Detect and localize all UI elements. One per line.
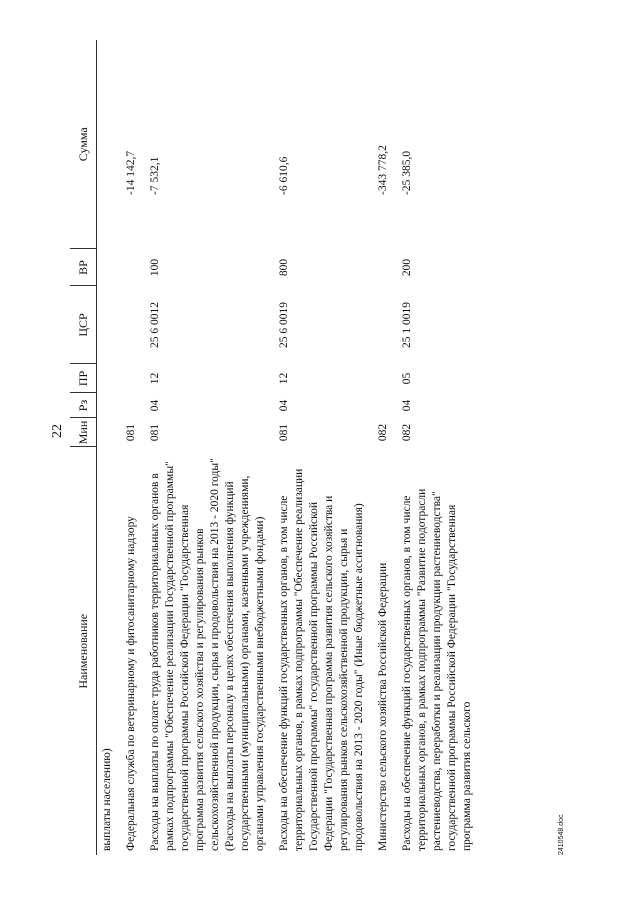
row-csr: 25 1 0019: [401, 302, 413, 348]
row-sum: [97, 40, 122, 249]
row-min: 082: [377, 423, 389, 442]
row-sum: -6 610,6: [278, 156, 290, 195]
row-pr: [97, 364, 122, 393]
row-rz: 04: [149, 399, 161, 412]
row-rz: [373, 393, 397, 418]
table-row: [373, 40, 397, 855]
row-csr: [373, 286, 397, 364]
row-csr: [121, 286, 145, 364]
header-min: Мин: [70, 418, 97, 447]
row-min: 081: [278, 423, 290, 442]
row-vr: 200: [401, 258, 413, 277]
row-pr: 05: [401, 372, 413, 385]
header-sum: Сумма: [70, 40, 97, 249]
row-sum: -343 778,2: [377, 145, 389, 195]
row-min: 081: [149, 423, 161, 442]
row-name: Расходы на обеспечение функций государственных органов, в том числе территориальных органов, в рамках подпрограммы "Обеспечение реализации Государственной программы" государственной программы Российской Федерации "Государственная программа развития сельского хозяйства и регулирования рынков сельскохозяйственной продукции, сырья и продовольствия на 2013 - 2020 годы" (Иные бюджетные ассигнования): [278, 468, 365, 851]
row-csr: 25 6 0019: [278, 302, 290, 348]
row-csr: 25 6 0012: [149, 302, 161, 348]
header-vr: ВР: [70, 249, 97, 286]
header-csr: ЦСР: [70, 286, 97, 364]
row-name: Расходы на обеспечение функций государственных органов, в том числе территориальных органов, в рамках подпрограммы "Развитие подотрасли растениеводства, переработки и реализации продукции растениеводства" государственной программы Российской Федерации "Государственная программа развития сельского: [401, 488, 473, 851]
row-min: [97, 418, 122, 447]
footer-doc-code: 2410548.doc: [558, 814, 565, 855]
table-row: [145, 40, 274, 855]
row-name: Федеральная служба по ветеринарному и фитосанитарному надзору: [125, 516, 137, 851]
row-vr: 100: [149, 258, 161, 277]
row-vr: [373, 249, 397, 286]
row-sum: -14 142,7: [125, 150, 137, 195]
row-vr: [97, 249, 122, 286]
row-pr: [373, 364, 397, 393]
row-name: выплаты населению): [101, 748, 113, 851]
page-number: 22: [50, 424, 65, 438]
row-rz: [97, 393, 122, 418]
row-name: Расходы на выплаты по оплате труда работников территориальных органов в рамках подпрограммы "Обеспечение реализации Государственной программы" государственной программы Российской Федерации "Государственная программа развития сельского хозяйства и регулирования рынков сельскохозяйственной продукции, сырья и продовольствия на 2013 - 2020 годы" (Расходы на выплаты персоналу в целях обеспечения выполнения функций государственными (муниципальными) органами, казенными учреждениями, органами управления государственными внебюджетными фондами): [149, 458, 266, 851]
row-rz: [121, 393, 145, 418]
budget-table: [70, 40, 481, 855]
row-pr: 12: [149, 372, 161, 385]
table-row: [274, 40, 373, 855]
header-name: Наименование: [70, 447, 97, 855]
header-rz: Рз: [70, 393, 97, 418]
row-min: 082: [401, 423, 413, 442]
table-row: [121, 40, 145, 855]
table-row: [397, 40, 481, 855]
row-name: Министерство сельского хозяйства Российской Федерации: [377, 562, 389, 851]
row-csr: [97, 286, 122, 364]
row-rz: 04: [401, 399, 413, 412]
row-vr: 800: [278, 258, 290, 277]
budget-table-sheet: [70, 40, 570, 855]
row-min: 081: [125, 423, 137, 442]
row-sum: -7 532,1: [149, 156, 161, 195]
row-sum: -25 385,0: [401, 150, 413, 195]
row-pr: 12: [278, 372, 290, 385]
row-vr: [121, 249, 145, 286]
table-header-row: [70, 40, 97, 855]
row-pr: [121, 364, 145, 393]
header-pr: ПР: [70, 364, 97, 393]
row-rz: 04: [278, 399, 290, 412]
table-row: [97, 40, 122, 855]
